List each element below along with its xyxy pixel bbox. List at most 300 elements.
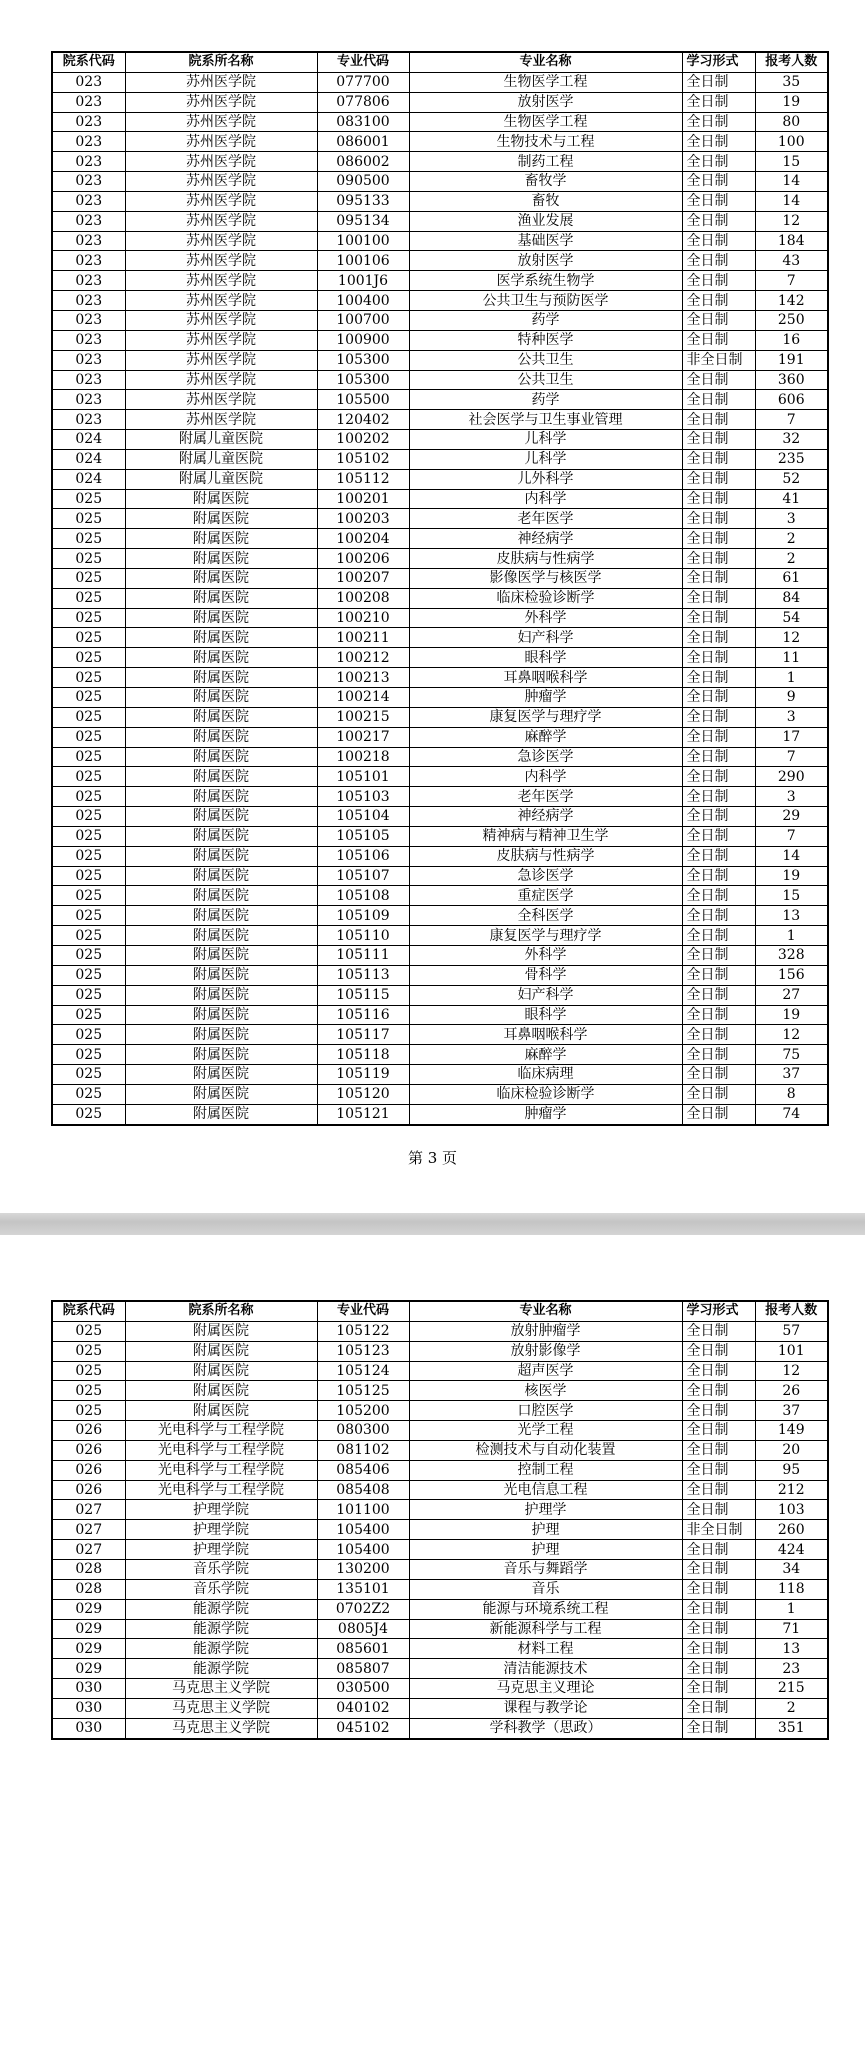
- cell-dept-name: 附属医院: [125, 1401, 317, 1421]
- cell-applicant-count: 184: [755, 231, 828, 251]
- cell-major-name: 儿外科学: [409, 469, 682, 489]
- cell-applicant-count: 41: [755, 489, 828, 509]
- cell-major-code: 100900: [317, 330, 409, 350]
- cell-major-name: 基础医学: [409, 231, 682, 251]
- table-row: [52, 291, 828, 311]
- cell-major-code: 105300: [317, 350, 409, 370]
- cell-applicant-count: 424: [755, 1540, 828, 1560]
- cell-major-name: 公共卫生: [409, 370, 682, 390]
- cell-dept-code: 030: [52, 1679, 125, 1699]
- cell-major-name: 眼科学: [409, 1005, 682, 1025]
- cell-study-mode: 全日制: [682, 1599, 755, 1619]
- cell-major-code: 105112: [317, 469, 409, 489]
- cell-study-mode: 全日制: [682, 152, 755, 172]
- cell-dept-name: 附属医院: [125, 1104, 317, 1124]
- cell-dept-code: 025: [52, 727, 125, 747]
- cell-study-mode: 全日制: [682, 1659, 755, 1679]
- cell-applicant-count: 12: [755, 1025, 828, 1045]
- cell-major-name: 学科教学（思政）: [409, 1718, 682, 1738]
- table-row: [52, 1341, 828, 1361]
- cell-major-code: 105109: [317, 906, 409, 926]
- table-row: [52, 1698, 828, 1718]
- cell-dept-code: 023: [52, 390, 125, 410]
- cell-major-name: 渔业发展: [409, 211, 682, 231]
- cell-major-code: 081102: [317, 1440, 409, 1460]
- cell-study-mode: 全日制: [682, 727, 755, 747]
- cell-major-name: 放射影像学: [409, 1341, 682, 1361]
- cell-dept-name: 附属医院: [125, 747, 317, 767]
- cell-applicant-count: 12: [755, 211, 828, 231]
- cell-dept-code: 025: [52, 489, 125, 509]
- table-row: [52, 191, 828, 211]
- cell-dept-name: 附属医院: [125, 588, 317, 608]
- cell-major-name: 外科学: [409, 608, 682, 628]
- cell-applicant-count: 149: [755, 1421, 828, 1441]
- table-header-row: [52, 52, 828, 72]
- cell-major-name: 课程与教学论: [409, 1698, 682, 1718]
- table-row: [52, 1639, 828, 1659]
- cell-dept-name: 护理学院: [125, 1500, 317, 1520]
- cell-dept-name: 苏州医学院: [125, 152, 317, 172]
- table-row: [52, 1045, 828, 1065]
- cell-study-mode: 全日制: [682, 112, 755, 132]
- table-row: [52, 1361, 828, 1381]
- cell-dept-code: 023: [52, 92, 125, 112]
- cell-major-name: 检测技术与自动化装置: [409, 1440, 682, 1460]
- cell-major-name: 康复医学与理疗学: [409, 926, 682, 946]
- cell-applicant-count: 84: [755, 588, 828, 608]
- cell-major-name: 材料工程: [409, 1639, 682, 1659]
- cell-major-code: 100100: [317, 231, 409, 251]
- cell-dept-name: 附属医院: [125, 1381, 317, 1401]
- header-study-mode: 学习形式: [682, 1301, 755, 1321]
- cell-major-code: 095133: [317, 191, 409, 211]
- cell-dept-code: 026: [52, 1440, 125, 1460]
- cell-applicant-count: 57: [755, 1321, 828, 1341]
- cell-major-name: 重症医学: [409, 886, 682, 906]
- cell-dept-name: 能源学院: [125, 1639, 317, 1659]
- table-row: [52, 1500, 828, 1520]
- cell-dept-code: 023: [52, 291, 125, 311]
- cell-dept-code: 023: [52, 172, 125, 192]
- cell-applicant-count: 191: [755, 350, 828, 370]
- cell-dept-name: 苏州医学院: [125, 291, 317, 311]
- cell-applicant-count: 80: [755, 112, 828, 132]
- cell-applicant-count: 19: [755, 92, 828, 112]
- cell-dept-code: 030: [52, 1698, 125, 1718]
- cell-dept-code: 025: [52, 1005, 125, 1025]
- cell-major-code: 085408: [317, 1480, 409, 1500]
- cell-dept-code: 025: [52, 608, 125, 628]
- cell-major-code: 105116: [317, 1005, 409, 1025]
- cell-dept-code: 025: [52, 826, 125, 846]
- cell-study-mode: 全日制: [682, 688, 755, 708]
- table-row: [52, 648, 828, 668]
- cell-major-name: 全科医学: [409, 906, 682, 926]
- cell-major-code: 100700: [317, 310, 409, 330]
- cell-major-name: 麻醉学: [409, 727, 682, 747]
- table-row: [52, 549, 828, 569]
- cell-applicant-count: 27: [755, 985, 828, 1005]
- table-row: [52, 489, 828, 509]
- cell-study-mode: 全日制: [682, 489, 755, 509]
- cell-major-code: 105500: [317, 390, 409, 410]
- enrollment-table-page-4: [51, 1300, 829, 1740]
- cell-study-mode: 全日制: [682, 529, 755, 549]
- cell-dept-name: 附属医院: [125, 1084, 317, 1104]
- table-row: [52, 826, 828, 846]
- cell-dept-code: 023: [52, 370, 125, 390]
- cell-dept-code: 023: [52, 152, 125, 172]
- cell-study-mode: 全日制: [682, 191, 755, 211]
- cell-major-code: 105119: [317, 1065, 409, 1085]
- cell-dept-code: 026: [52, 1480, 125, 1500]
- cell-study-mode: 全日制: [682, 985, 755, 1005]
- cell-applicant-count: 7: [755, 271, 828, 291]
- cell-major-name: 音乐与舞蹈学: [409, 1559, 682, 1579]
- cell-major-code: 100400: [317, 291, 409, 311]
- cell-study-mode: 全日制: [682, 807, 755, 827]
- cell-dept-name: 附属医院: [125, 945, 317, 965]
- header-major-code: 专业代码: [317, 52, 409, 72]
- cell-major-name: 清洁能源技术: [409, 1659, 682, 1679]
- cell-major-code: 100203: [317, 509, 409, 529]
- cell-major-name: 控制工程: [409, 1460, 682, 1480]
- cell-major-code: 095134: [317, 211, 409, 231]
- cell-dept-name: 附属医院: [125, 1025, 317, 1045]
- cell-dept-name: 附属医院: [125, 549, 317, 569]
- cell-major-code: 100215: [317, 707, 409, 727]
- cell-dept-name: 附属医院: [125, 807, 317, 827]
- cell-dept-name: 光电科学与工程学院: [125, 1440, 317, 1460]
- table-row: [52, 886, 828, 906]
- cell-dept-code: 025: [52, 688, 125, 708]
- cell-study-mode: 全日制: [682, 271, 755, 291]
- cell-dept-code: 023: [52, 191, 125, 211]
- cell-major-name: 特种医学: [409, 330, 682, 350]
- cell-dept-code: 029: [52, 1599, 125, 1619]
- cell-dept-code: 025: [52, 648, 125, 668]
- cell-study-mode: 全日制: [682, 747, 755, 767]
- cell-major-code: 120402: [317, 410, 409, 430]
- cell-dept-name: 附属儿童医院: [125, 430, 317, 450]
- cell-applicant-count: 360: [755, 370, 828, 390]
- cell-major-name: 光电信息工程: [409, 1480, 682, 1500]
- table-body-page-3: [52, 72, 828, 1124]
- cell-applicant-count: 95: [755, 1460, 828, 1480]
- header-applicant-count: 报考人数: [755, 52, 828, 72]
- cell-major-code: 105118: [317, 1045, 409, 1065]
- table-row: [52, 1440, 828, 1460]
- cell-study-mode: 全日制: [682, 1559, 755, 1579]
- cell-study-mode: 全日制: [682, 251, 755, 271]
- cell-dept-name: 附属医院: [125, 628, 317, 648]
- cell-study-mode: 全日制: [682, 945, 755, 965]
- cell-dept-code: 025: [52, 747, 125, 767]
- cell-major-name: 制药工程: [409, 152, 682, 172]
- cell-major-name: 影像医学与核医学: [409, 568, 682, 588]
- cell-major-name: 畜牧: [409, 191, 682, 211]
- cell-dept-name: 能源学院: [125, 1599, 317, 1619]
- cell-major-code: 100202: [317, 430, 409, 450]
- cell-applicant-count: 15: [755, 152, 828, 172]
- cell-study-mode: 全日制: [682, 767, 755, 787]
- cell-dept-code: 025: [52, 1381, 125, 1401]
- cell-dept-code: 030: [52, 1718, 125, 1738]
- cell-applicant-count: 156: [755, 965, 828, 985]
- cell-dept-name: 苏州医学院: [125, 271, 317, 291]
- table-row: [52, 628, 828, 648]
- cell-applicant-count: 19: [755, 866, 828, 886]
- cell-applicant-count: 20: [755, 1440, 828, 1460]
- cell-dept-name: 苏州医学院: [125, 310, 317, 330]
- cell-applicant-count: 26: [755, 1381, 828, 1401]
- cell-major-code: 100210: [317, 608, 409, 628]
- cell-major-name: 生物医学工程: [409, 72, 682, 92]
- table-row: [52, 608, 828, 628]
- cell-study-mode: 全日制: [682, 132, 755, 152]
- cell-study-mode: 全日制: [682, 370, 755, 390]
- cell-study-mode: 全日制: [682, 588, 755, 608]
- cell-dept-name: 苏州医学院: [125, 92, 317, 112]
- cell-major-name: 医学系统生物学: [409, 271, 682, 291]
- cell-applicant-count: 52: [755, 469, 828, 489]
- cell-dept-code: 025: [52, 866, 125, 886]
- cell-major-code: 130200: [317, 1559, 409, 1579]
- cell-major-name: 儿科学: [409, 430, 682, 450]
- table-row: [52, 72, 828, 92]
- cell-major-name: 老年医学: [409, 787, 682, 807]
- cell-dept-code: 025: [52, 1084, 125, 1104]
- cell-major-code: 105115: [317, 985, 409, 1005]
- cell-major-code: 135101: [317, 1579, 409, 1599]
- cell-dept-code: 028: [52, 1559, 125, 1579]
- cell-study-mode: 全日制: [682, 568, 755, 588]
- cell-applicant-count: 15: [755, 886, 828, 906]
- cell-study-mode: 全日制: [682, 1500, 755, 1520]
- cell-major-code: 105107: [317, 866, 409, 886]
- cell-dept-code: 029: [52, 1619, 125, 1639]
- cell-applicant-count: 13: [755, 1639, 828, 1659]
- cell-major-name: 耳鼻咽喉科学: [409, 668, 682, 688]
- cell-applicant-count: 1: [755, 926, 828, 946]
- cell-major-code: 100212: [317, 648, 409, 668]
- cell-dept-code: 029: [52, 1639, 125, 1659]
- cell-applicant-count: 9: [755, 688, 828, 708]
- cell-dept-name: 苏州医学院: [125, 251, 317, 271]
- table-row: [52, 1520, 828, 1540]
- table-row: [52, 509, 828, 529]
- header-dept-name: 院系所名称: [125, 1301, 317, 1321]
- cell-major-code: 105121: [317, 1104, 409, 1124]
- cell-applicant-count: 12: [755, 1361, 828, 1381]
- cell-dept-code: 027: [52, 1500, 125, 1520]
- cell-study-mode: 全日制: [682, 846, 755, 866]
- cell-major-code: 105113: [317, 965, 409, 985]
- cell-dept-code: 023: [52, 350, 125, 370]
- cell-dept-code: 023: [52, 132, 125, 152]
- table-row: [52, 747, 828, 767]
- cell-major-code: 105300: [317, 370, 409, 390]
- cell-dept-name: 能源学院: [125, 1659, 317, 1679]
- cell-major-code: 105108: [317, 886, 409, 906]
- cell-study-mode: 全日制: [682, 449, 755, 469]
- table-row: [52, 866, 828, 886]
- cell-major-name: 生物医学工程: [409, 112, 682, 132]
- cell-applicant-count: 54: [755, 608, 828, 628]
- cell-applicant-count: 61: [755, 568, 828, 588]
- header-dept-code: 院系代码: [52, 1301, 125, 1321]
- cell-applicant-count: 16: [755, 330, 828, 350]
- cell-dept-code: 025: [52, 707, 125, 727]
- cell-major-code: 100106: [317, 251, 409, 271]
- cell-major-code: 105400: [317, 1540, 409, 1560]
- cell-study-mode: 全日制: [682, 1639, 755, 1659]
- cell-study-mode: 全日制: [682, 1579, 755, 1599]
- cell-dept-name: 附属医院: [125, 608, 317, 628]
- cell-dept-name: 苏州医学院: [125, 72, 317, 92]
- table-row: [52, 688, 828, 708]
- cell-study-mode: 全日制: [682, 1104, 755, 1124]
- cell-dept-name: 音乐学院: [125, 1579, 317, 1599]
- cell-major-code: 101100: [317, 1500, 409, 1520]
- cell-applicant-count: 19: [755, 1005, 828, 1025]
- table-row: [52, 152, 828, 172]
- cell-dept-code: 023: [52, 112, 125, 132]
- cell-dept-code: 023: [52, 271, 125, 291]
- table-row: [52, 588, 828, 608]
- cell-major-name: 肿瘤学: [409, 1104, 682, 1124]
- cell-study-mode: 全日制: [682, 291, 755, 311]
- cell-major-name: 畜牧学: [409, 172, 682, 192]
- cell-major-code: 045102: [317, 1718, 409, 1738]
- cell-dept-name: 护理学院: [125, 1520, 317, 1540]
- cell-dept-name: 护理学院: [125, 1540, 317, 1560]
- cell-study-mode: 全日制: [682, 1321, 755, 1341]
- table-row: [52, 568, 828, 588]
- cell-study-mode: 全日制: [682, 1401, 755, 1421]
- cell-study-mode: 全日制: [682, 231, 755, 251]
- cell-dept-code: 023: [52, 330, 125, 350]
- cell-dept-name: 苏州医学院: [125, 211, 317, 231]
- table-row: [52, 1579, 828, 1599]
- cell-dept-name: 附属医院: [125, 1361, 317, 1381]
- cell-major-name: 核医学: [409, 1381, 682, 1401]
- cell-major-name: 生物技术与工程: [409, 132, 682, 152]
- cell-applicant-count: 14: [755, 191, 828, 211]
- cell-study-mode: 全日制: [682, 608, 755, 628]
- cell-study-mode: 全日制: [682, 965, 755, 985]
- cell-major-name: 能源与环境系统工程: [409, 1599, 682, 1619]
- page-separator: [0, 1213, 865, 1235]
- cell-major-name: 神经病学: [409, 807, 682, 827]
- cell-major-code: 0805J4: [317, 1619, 409, 1639]
- cell-dept-code: 025: [52, 886, 125, 906]
- cell-applicant-count: 351: [755, 1718, 828, 1738]
- cell-dept-name: 苏州医学院: [125, 330, 317, 350]
- cell-study-mode: 全日制: [682, 211, 755, 231]
- cell-study-mode: 全日制: [682, 1361, 755, 1381]
- cell-major-name: 公共卫生与预防医学: [409, 291, 682, 311]
- cell-dept-name: 附属医院: [125, 668, 317, 688]
- table-row: [52, 251, 828, 271]
- table-row: [52, 310, 828, 330]
- cell-dept-name: 苏州医学院: [125, 370, 317, 390]
- table-row: [52, 112, 828, 132]
- cell-dept-code: 025: [52, 628, 125, 648]
- cell-dept-name: 附属医院: [125, 926, 317, 946]
- header-dept-name: 院系所名称: [125, 52, 317, 72]
- cell-major-name: 护理: [409, 1540, 682, 1560]
- cell-study-mode: 全日制: [682, 787, 755, 807]
- table-row: [52, 707, 828, 727]
- cell-dept-code: 025: [52, 906, 125, 926]
- cell-dept-name: 附属医院: [125, 767, 317, 787]
- cell-major-name: 肿瘤学: [409, 688, 682, 708]
- cell-dept-name: 马克思主义学院: [125, 1698, 317, 1718]
- cell-applicant-count: 606: [755, 390, 828, 410]
- table-row: [52, 807, 828, 827]
- header-study-mode: 学习形式: [682, 52, 755, 72]
- cell-applicant-count: 3: [755, 707, 828, 727]
- cell-dept-name: 附属医院: [125, 866, 317, 886]
- cell-major-code: 100201: [317, 489, 409, 509]
- cell-major-name: 妇产科学: [409, 628, 682, 648]
- cell-applicant-count: 103: [755, 1500, 828, 1520]
- table-row: [52, 1619, 828, 1639]
- cell-dept-code: 024: [52, 449, 125, 469]
- cell-study-mode: 全日制: [682, 330, 755, 350]
- cell-major-code: 086002: [317, 152, 409, 172]
- cell-dept-code: 027: [52, 1540, 125, 1560]
- cell-major-code: 105110: [317, 926, 409, 946]
- cell-dept-name: 光电科学与工程学院: [125, 1421, 317, 1441]
- cell-study-mode: 全日制: [682, 1540, 755, 1560]
- cell-dept-code: 025: [52, 985, 125, 1005]
- cell-major-code: 100214: [317, 688, 409, 708]
- table-row: [52, 1540, 828, 1560]
- document-page-4: [0, 1235, 865, 2061]
- cell-dept-name: 附属医院: [125, 886, 317, 906]
- cell-dept-code: 025: [52, 1321, 125, 1341]
- table-row: [52, 985, 828, 1005]
- table-row: [52, 1421, 828, 1441]
- cell-major-name: 耳鼻咽喉科学: [409, 1025, 682, 1045]
- cell-study-mode: 全日制: [682, 1381, 755, 1401]
- table-row: [52, 1659, 828, 1679]
- cell-dept-code: 025: [52, 945, 125, 965]
- cell-applicant-count: 2: [755, 529, 828, 549]
- cell-applicant-count: 2: [755, 1698, 828, 1718]
- cell-study-mode: 全日制: [682, 172, 755, 192]
- cell-study-mode: 全日制: [682, 1698, 755, 1718]
- cell-major-code: 100211: [317, 628, 409, 648]
- cell-dept-code: 024: [52, 430, 125, 450]
- table-row: [52, 1718, 828, 1738]
- cell-major-name: 临床检验诊断学: [409, 588, 682, 608]
- cell-dept-code: 024: [52, 469, 125, 489]
- cell-dept-name: 附属医院: [125, 1005, 317, 1025]
- cell-dept-code: 025: [52, 549, 125, 569]
- cell-major-code: 100213: [317, 668, 409, 688]
- header-major-name: 专业名称: [409, 1301, 682, 1321]
- cell-study-mode: 全日制: [682, 1718, 755, 1738]
- cell-major-name: 公共卫生: [409, 350, 682, 370]
- cell-applicant-count: 75: [755, 1045, 828, 1065]
- cell-major-code: 083100: [317, 112, 409, 132]
- cell-major-name: 药学: [409, 310, 682, 330]
- cell-study-mode: 全日制: [682, 1065, 755, 1085]
